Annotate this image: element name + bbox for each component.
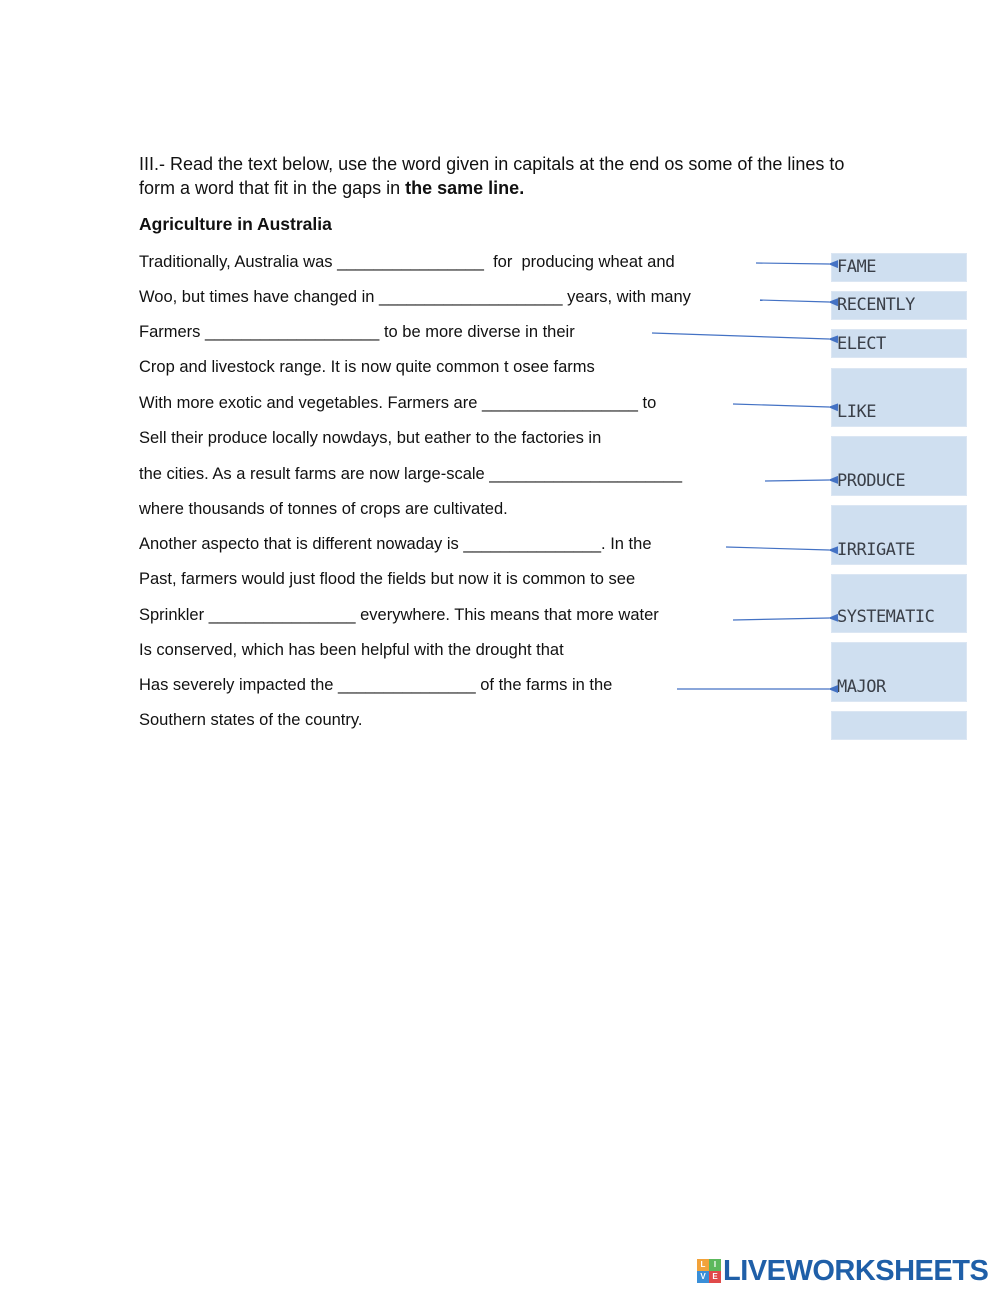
text-line: Another aspecto that is different nowaday is _______________. In the: [139, 535, 652, 553]
text-line: Farmers ___________________ to be more diverse in their: [139, 323, 575, 341]
text-line: Past, farmers would just flood the fields but now it is common to see: [139, 570, 636, 588]
text-line: Woo, but times have changed in ____________________ years, with many: [139, 288, 691, 306]
text-line: Crop and livestock range. It is now quite common t osee farms: [139, 358, 595, 376]
keyword-label: SYSTEMATIC: [837, 607, 935, 627]
keyword-label: ELECT: [837, 334, 886, 354]
arrow-fame: [756, 263, 829, 264]
logo-letter: L: [697, 1259, 709, 1271]
logo-text: LIVEWORKSHEETS: [723, 1254, 989, 1287]
text-line: Is conserved, which has been helpful with the drought that: [139, 641, 564, 659]
keyword-label: IRRIGATE: [837, 540, 915, 560]
text-line: where thousands of tonnes of crops are cultivated.: [139, 500, 508, 518]
arrow-systematic: [733, 618, 829, 620]
text-line: Traditionally, Australia was ________________ for producing wheat and: [139, 253, 675, 271]
keyword-label: RECENTLY: [837, 295, 915, 315]
arrow-like: [733, 404, 829, 407]
keyword-label: MAJOR: [837, 677, 886, 697]
logo-letter: E: [709, 1271, 721, 1283]
arrow-recently: [760, 300, 829, 302]
arrow-irrigate: [726, 547, 829, 550]
text-line: Sell their produce locally nowdays, but eather to the factories in: [139, 429, 602, 447]
instructions-text: III.- Read the text below, use the word given in capitals at the end os some of the lines to form a word that fit in the gaps in: [139, 154, 845, 198]
keyword-label: PRODUCE: [837, 471, 906, 491]
logo-icon: [697, 1259, 721, 1283]
text-line: Southern states of the country.: [139, 711, 363, 729]
logo-letter: V: [697, 1271, 709, 1283]
arrow-produce: [765, 480, 829, 481]
text-title: Agriculture in Australia: [139, 214, 332, 234]
keyword-label: FAME: [837, 257, 876, 277]
instructions-emphasis: the same line.: [405, 178, 525, 198]
logo-letter: I: [709, 1259, 721, 1271]
text-line: With more exotic and vegetables. Farmers are _________________ to: [139, 394, 657, 412]
keyword-label: LIKE: [837, 402, 876, 422]
text-line: the cities. As a result farms are now large-scale _____________________: [139, 465, 683, 483]
liveworksheets-logo[interactable]: [697, 1256, 988, 1286]
arrow-elect: [652, 333, 829, 339]
text-line: Has severely impacted the _______________ of the farms in the: [139, 676, 613, 694]
text-line: Sprinkler ________________ everywhere. This means that more water: [139, 606, 659, 624]
